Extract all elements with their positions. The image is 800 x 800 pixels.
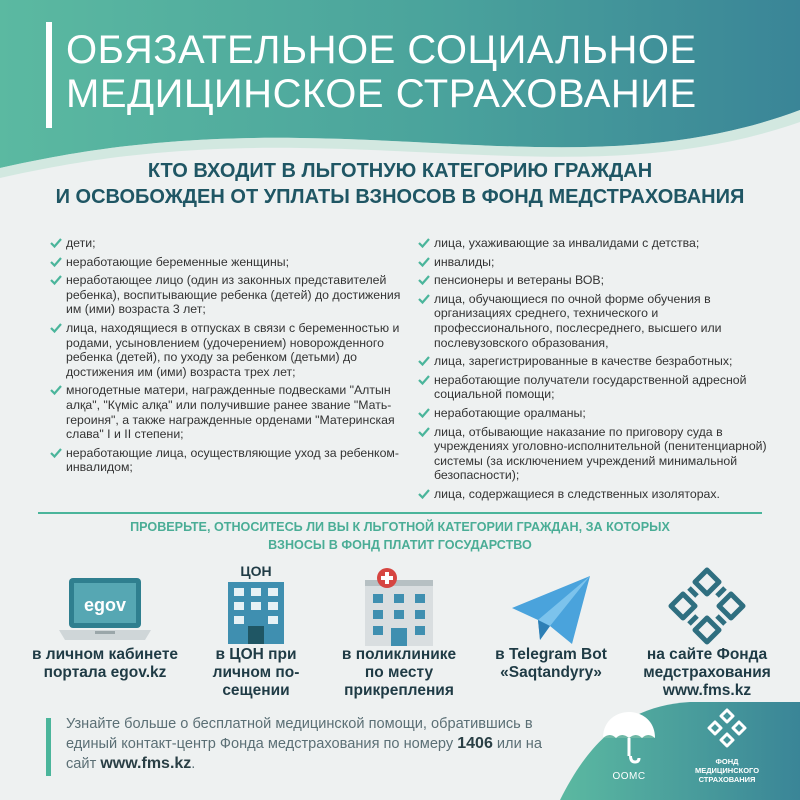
list-item: [50, 446, 410, 475]
fond-name: ФОНД МЕДИЦИНСКОГО СТРАХОВАНИЯ: [694, 757, 760, 784]
checkmark-icon: [50, 237, 62, 249]
list-item-text: неработающие оралманы;: [434, 405, 586, 420]
list-item-text: лица, ухаживающие за инвалидами с детства;: [434, 236, 700, 250]
section-heading-line1: КТО ВХОДИТ В ЛЬГОТНУЮ КАТЕГОРИЮ ГРАЖДАН: [147, 160, 653, 182]
option-fms-label: на сайте Фонда медстрахования www.fms.kz: [643, 646, 771, 699]
list-item-text: лица, отбывающие наказание по приговору суда в учреждениях уголовно-исполнительной (пенитенциарной) системы (за исключением учреждений минимальной безопасности);: [434, 424, 767, 483]
list-item-text: инвалиды;: [434, 254, 495, 269]
option-fms: [632, 562, 782, 700]
fond-logo: [684, 708, 770, 784]
list-item-text: многодетные матери, награжденные подвесками "Алтын алқа", "Күміс алқа" или получившие ранее звание "Мать-героиня", а также награжденные орденами "Материнская слава" I и II степени;: [66, 383, 395, 442]
checkmark-icon: [418, 237, 430, 249]
checkmark-icon: [50, 256, 62, 268]
page-title-line2: МЕДИЦИНСКОЕ СТРАХОВАНИЕ: [66, 72, 697, 116]
page-title-line1: ОБЯЗАТЕЛЬНОЕ СОЦИАЛЬНОЕ: [66, 28, 697, 72]
check-heading-line2: ВЗНОСЫ В ФОНД ПЛАТИТ ГОСУДАРСТВО: [268, 538, 532, 552]
list-item-text: лица, содержащиеся в следственных изоляторах.: [434, 486, 720, 501]
list-item: [50, 273, 410, 317]
fms-logo-icon: [632, 562, 782, 646]
benefit-list-left: [50, 236, 410, 479]
checkmark-icon: [418, 488, 430, 500]
section-heading: [0, 158, 800, 210]
list-item: [418, 236, 776, 251]
check-heading-line1: ПРОВЕРЬТЕ, ОТНОСИТЕСЬ ЛИ ВЫ К ЛЬГОТНОЙ КАТЕГОРИИ ГРАЖДАН, ЗА КОТОРЫХ: [130, 520, 670, 534]
list-item: [418, 292, 776, 350]
checkmark-icon: [418, 355, 430, 367]
list-item: [418, 425, 776, 483]
title-accent-bar: [46, 22, 52, 128]
section-heading-line2: И ОСВОБОЖДЕН ОТ УПЛАТЫ ВЗНОСОВ В ФОНД МЕДСТРАХОВАНИЯ: [55, 186, 745, 208]
list-item-text: дети;: [66, 236, 96, 250]
list-item-text: неработающие беременные женщины;: [66, 254, 289, 269]
checkmark-icon: [50, 322, 62, 334]
list-item: [50, 383, 410, 441]
checkmark-icon: [418, 374, 430, 386]
fms-small-logo-icon: [707, 708, 747, 748]
option-egov: [30, 562, 180, 682]
checkmark-icon: [418, 426, 430, 438]
egov-screen-text: egov: [83, 595, 127, 615]
option-egov-label: в личном кабинете портала egov.kz: [31, 646, 179, 681]
list-item: [50, 255, 410, 270]
list-item: [50, 321, 410, 379]
option-telegram-label: в Telegram Bot «Saqtandyry»: [495, 646, 607, 681]
list-item: [418, 373, 776, 402]
con-sign-text: ЦОН: [240, 563, 272, 579]
list-item-text: лица, зарегистрированные в качестве безработных;: [434, 354, 733, 369]
list-item: [418, 487, 776, 502]
list-item-text: лица, обучающиеся по очной форме обучения в организациях среднего, технического и профессионального, послесреднего, высшего или послевузовского образования,: [434, 291, 722, 350]
list-item-text: неработающие получатели государственной адресной социальной помощи;: [434, 372, 747, 402]
list-item: [418, 255, 776, 270]
list-item: [50, 236, 410, 251]
list-item-text: пенсионеры и ветераны ВОВ;: [434, 273, 605, 288]
section-divider: [38, 512, 762, 514]
list-item-text: неработающие лица, осуществляющие уход за ребенком-инвалидом;: [66, 445, 399, 475]
footer: [0, 700, 800, 800]
check-heading: [0, 518, 800, 554]
list-item: [418, 273, 776, 288]
contact-site: www.fms.kz: [100, 755, 192, 772]
page-title: [66, 28, 697, 116]
footer-accent-bar: [46, 718, 51, 776]
option-con-label: в ЦОН при личном по- сещении: [212, 646, 300, 699]
umbrella-logo-icon: [599, 708, 659, 764]
option-con: [196, 562, 316, 700]
checkmark-icon: [50, 447, 62, 459]
checkmark-icon: [418, 274, 430, 286]
list-item: [418, 406, 776, 421]
checkmark-icon: [418, 407, 430, 419]
option-clinic-label: в поликлинике по месту прикрепления: [341, 646, 457, 699]
checkmark-icon: [50, 384, 62, 396]
benefit-list-right: [418, 236, 776, 506]
option-clinic: [334, 562, 464, 700]
checkmark-icon: [50, 274, 62, 286]
list-item: [418, 354, 776, 369]
clinic-building-icon: [334, 562, 464, 646]
con-building-icon: [196, 562, 316, 646]
oomc-logo: [594, 708, 664, 782]
option-telegram: [476, 562, 626, 682]
list-item-text: неработающее лицо (один из законных представителей ребенка), воспитывающие ребенка (детей) до достижения им (ими) возраста 3 лет;: [66, 273, 401, 317]
contact-phone: 1406: [457, 735, 493, 752]
list-item-text: лица, находящиеся в отпусках в связи с беременностью и родами, усыновлением (удочерением) новорожденного ребенка (детей), по уходу за ребенком (детьми) до достижения им (ими) возраста трех лет;: [66, 320, 400, 379]
telegram-icon: [476, 562, 626, 646]
checkmark-icon: [418, 293, 430, 305]
laptop-egov-icon: [30, 562, 180, 646]
footer-info-text: Узнайте больше о бесплатной медицинской помощи, обратившись в единый контакт-центр Фонда медстрахования по номеру 1406 или на сайт www.fms.kz.: [66, 716, 542, 772]
checkmark-icon: [418, 256, 430, 268]
oomc-name: ООМС: [612, 771, 646, 782]
